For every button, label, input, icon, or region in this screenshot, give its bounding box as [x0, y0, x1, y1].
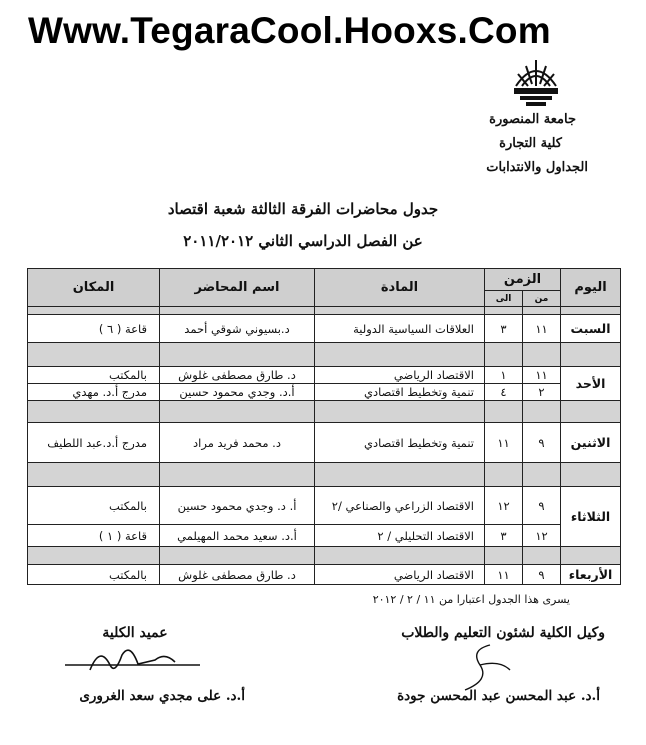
subject-cell: العلاقات السياسية الدولية [315, 315, 485, 343]
time-to: ١ [485, 367, 523, 384]
subject-cell: الاقتصاد الرياضي [315, 367, 485, 384]
header-time: الزمن [485, 269, 561, 291]
day-wednesday: الأربعاء [561, 565, 621, 585]
lecturer-cell: أ. د. وجدي محمود حسين [160, 487, 315, 525]
lecturer-cell: د. طارق مصطفى غلوش [160, 565, 315, 585]
header-subject: المادة [315, 269, 485, 307]
dean-signature [60, 640, 210, 680]
time-from: ١١ [523, 315, 561, 343]
time-to: ٣ [485, 525, 523, 547]
header-lecturer: اسم المحاضر [160, 269, 315, 307]
table-row [28, 525, 621, 547]
dean-title: عميد الكلية [102, 625, 168, 641]
header-place: المكان [28, 269, 160, 307]
time-to: ١١ [485, 423, 523, 463]
time-to: ١١ [485, 565, 523, 585]
subject-cell: الاقتصاد التحليلي / ٢ [315, 525, 485, 547]
header-day: اليوم [561, 269, 621, 307]
dean-name: أ.د. على مجدي سعد الغرورى [79, 688, 245, 704]
place-cell: بالمكتب [28, 367, 160, 384]
subject-cell: تنمية وتخطيط اقتصادي [315, 423, 485, 463]
time-to: ٣ [485, 315, 523, 343]
place-cell: مدرج أ.د.عبد اللطيف [28, 423, 160, 463]
table-row [28, 384, 621, 401]
header-to: الى [485, 291, 523, 307]
time-from: ٩ [523, 423, 561, 463]
table-row [28, 367, 621, 384]
vice-dean-signature [440, 640, 520, 695]
subject-cell: الاقتصاد الرياضي [315, 565, 485, 585]
day-saturday: السبت [561, 315, 621, 343]
day-monday: الاثنين [561, 423, 621, 463]
place-cell: قاعة ( ١ ) [28, 525, 160, 547]
department-name: الجداول والانتدابات [486, 160, 588, 175]
schedule-table [27, 268, 621, 585]
time-from: ١١ [523, 367, 561, 384]
time-from: ٩ [523, 565, 561, 585]
university-logo [506, 56, 566, 112]
schedule-title: جدول محاضرات الفرقة الثالثة شعبة اقتصاد [167, 200, 439, 218]
table-row [28, 423, 621, 463]
lecturer-cell: د.بسيوني شوقي أحمد [160, 315, 315, 343]
faculty-name: كلية التجارة [499, 136, 562, 151]
place-cell: بالمكتب [28, 487, 160, 525]
day-sunday: الأحد [561, 367, 621, 401]
place-cell: قاعة ( ٦ ) [28, 315, 160, 343]
day-tuesday: الثلاثاء [561, 487, 621, 547]
time-to: ١٢ [485, 487, 523, 525]
table-row [28, 487, 621, 525]
lecturer-cell: د. محمد فريد مراد [160, 423, 315, 463]
time-from: ٢ [523, 384, 561, 401]
place-cell: مدرج أ.د. مهدي [28, 384, 160, 401]
lecturer-cell: أ.د. سعيد محمد المهيلمي [160, 525, 315, 547]
vice-dean-title: وكيل الكلية لشئون التعليم والطلاب [401, 625, 605, 641]
lecturer-cell: أ.د. وجدي محمود حسين [160, 384, 315, 401]
semester-subtitle: عن الفصل الدراسي الثاني ٢٠١١/٢٠١٢ [183, 232, 423, 250]
subject-cell: تنمية وتخطيط اقتصادي [315, 384, 485, 401]
effective-date-note: يسرى هذا الجدول اعتبارا من ١١ / ٢ / ٢٠١٢ [372, 593, 570, 606]
place-cell: بالمكتب [28, 565, 160, 585]
time-from: ٩ [523, 487, 561, 525]
institution-header [388, 108, 588, 180]
vice-dean-name: أ.د. عبد المحسن عبد المحسن جودة [397, 688, 600, 704]
time-from: ١٢ [523, 525, 561, 547]
lecturer-cell: د. طارق مصطفى غلوش [160, 367, 315, 384]
time-to: ٤ [485, 384, 523, 401]
subject-cell: الاقتصاد الزراعي والصناعي /٢ [315, 487, 485, 525]
header-from: من [523, 291, 561, 307]
watermark-text: Www.TegaraCool.Hooxs.Com [28, 10, 551, 51]
table-row [28, 565, 621, 585]
university-name: جامعة المنصورة [489, 112, 576, 127]
table-row [28, 315, 621, 343]
